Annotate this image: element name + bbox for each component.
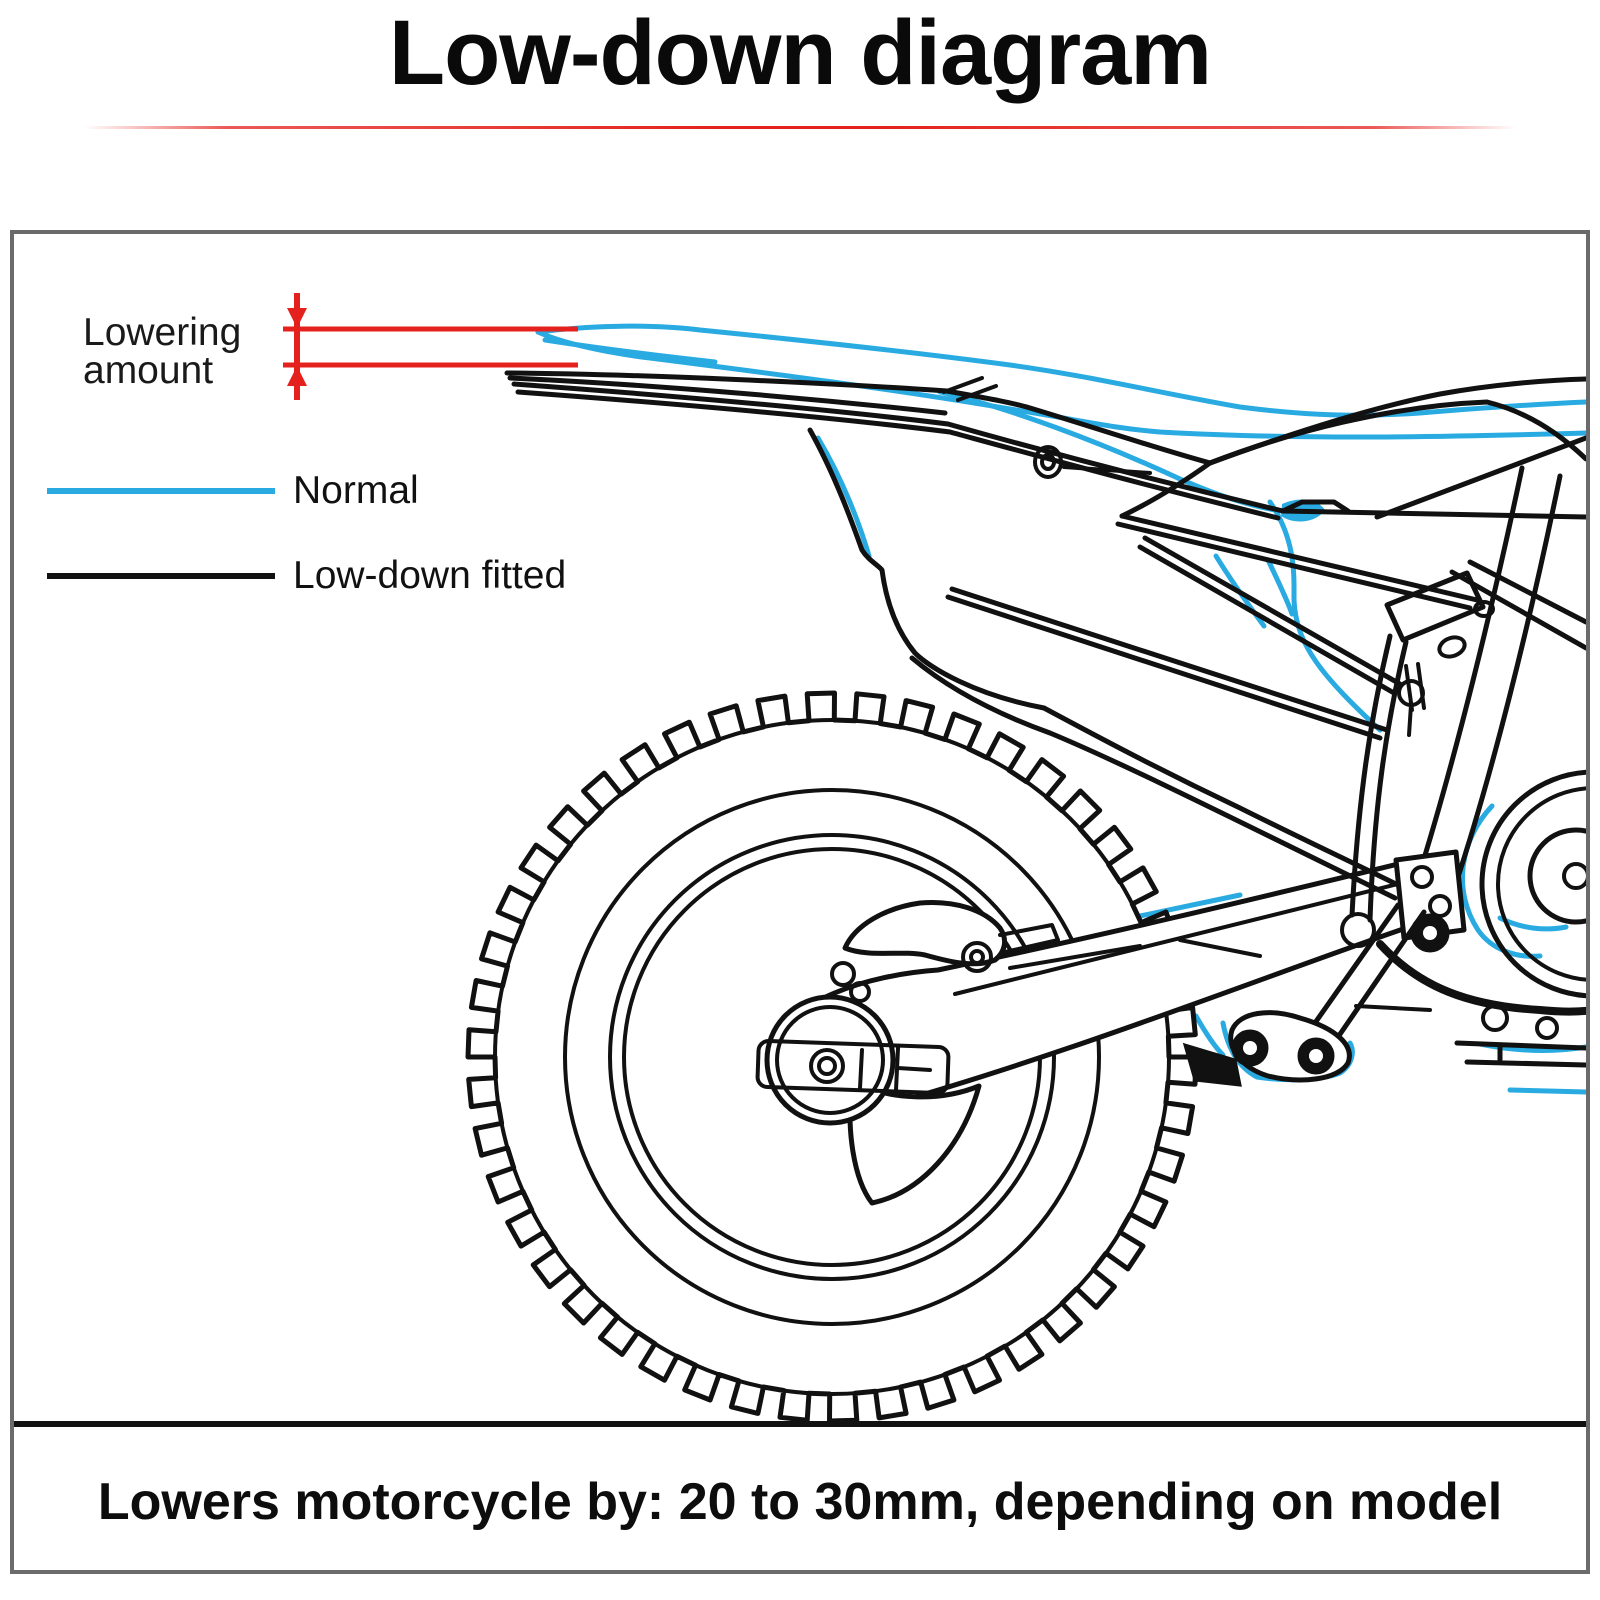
lowdown-outline-layer (468, 373, 1600, 1421)
caption: Lowers motorcycle by: 20 to 30mm, depending on model (97, 1473, 1503, 1531)
normal-line-swatch (47, 488, 275, 494)
arrow-up-icon (287, 366, 307, 386)
lowering-amount-label: Lowering amount (83, 311, 242, 392)
page-title: Low-down diagram (388, 2, 1212, 104)
legend-label-normal: Normal (293, 469, 419, 512)
legend-label-lowdown: Low-down fitted (293, 554, 567, 597)
arrow-down-icon (287, 308, 307, 328)
lowdown-line-swatch (47, 573, 275, 579)
